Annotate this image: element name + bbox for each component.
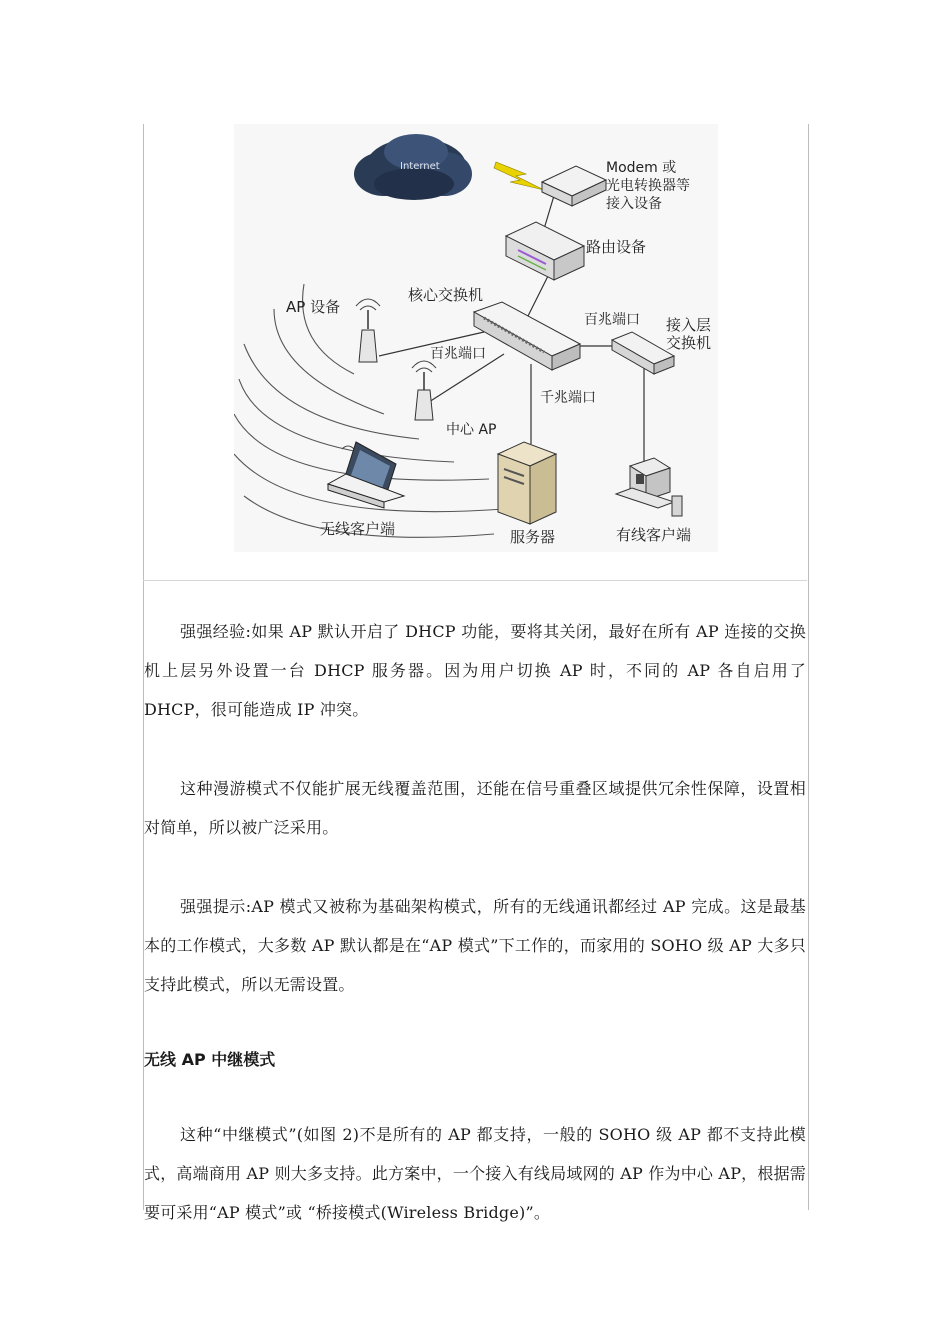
wired-client-label: 有线客户端 [616,526,692,544]
modem-label-1: Modem 或 [606,160,677,176]
frame-separator [143,580,807,581]
paragraph-repeater: 这种“中继模式”(如图 2)不是所有的 AP 都支持，一般的 SOHO 级 AP 都不支持此模式，高端商用 AP 则大多支持。此方案中，一个接入有线局域网的 AP 作为中心 AP，根据需要可采用“AP 模式”或 “桥接模式(Wireless Bridge)”。 [144,1125,806,1222]
access-switch-label-2: 交换机 [666,334,712,352]
core-switch-label: 核心交换机 [408,286,484,304]
modem-label-3: 接入设备 [606,196,662,212]
access-switch-label-1: 接入层 [666,316,712,334]
internet-label: Internet [400,161,440,172]
article-body [144,612,806,1232]
port-100-right-label: 百兆端口 [584,312,640,328]
network-diagram [234,124,718,552]
modem-label-2: 光电转换器等 [606,178,690,194]
section-heading: 无线 AP 中继模式 [144,1050,276,1069]
paragraph-experience: 强强经验:如果 AP 默认开启了 DHCP 功能，要将其关闭，最好在所有 AP 连接的交换机上层另外设置一台 DHCP 服务器。因为用户切换 AP 时，不同的 AP 各自启用了 DHCP，很可能造成 IP 冲突。 [144,622,806,719]
wireless-client-label: 无线客户端 [320,520,396,538]
paragraph-roaming: 这种漫游模式不仅能扩展无线覆盖范围，还能在信号重叠区域提供冗余性保障，设置相对简单，所以被广泛采用。 [144,779,806,837]
server-label: 服务器 [510,528,556,546]
port-100-left-label: 百兆端口 [430,346,486,362]
router-label: 路由设备 [586,238,647,256]
paragraph-tip: 强强提示:AP 模式又被称为基础架构模式，所有的无线通讯都经过 AP 完成。这是最基本的工作模式，大多数 AP 默认都是在“AP 模式”下工作的，而家用的 SOHO 级 AP 大多只支持此模式，所以无需设置。 [144,897,806,994]
center-ap-label: 中心 AP [446,422,497,438]
server-icon [498,442,556,524]
ap-device-label: AP 设备 [286,298,341,316]
port-1000-label: 千兆端口 [540,390,596,406]
